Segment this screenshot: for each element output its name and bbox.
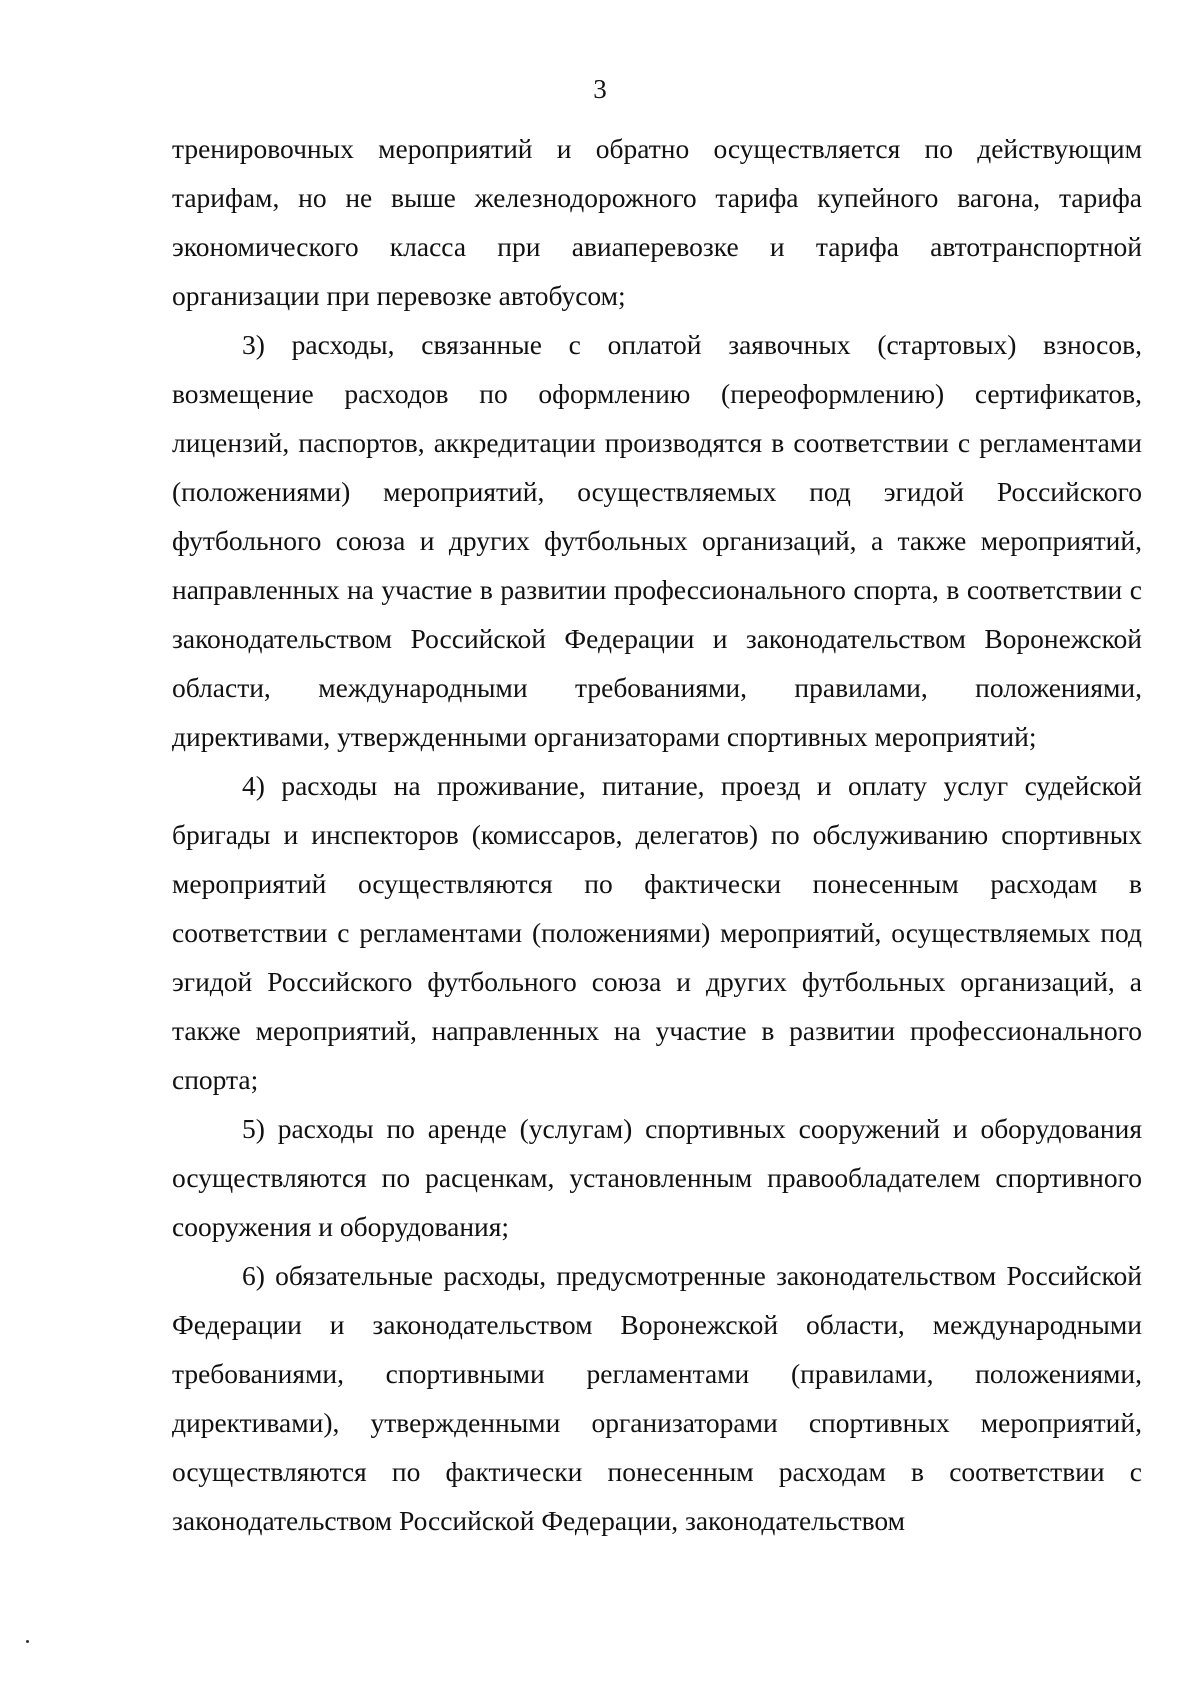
scan-artifact-dot	[26, 1640, 29, 1643]
paragraph-item-4: 4) расходы на проживание, питание, проезд и оплату услуг судейской бригады и инспекторов (комиссаров, делегатов) по обслуживанию спортивных мероприятий осуществляются по фактически понесенным расходам в соответствии с регламентами (положениями) мероприятий, осуществляемых под эгидой Российского футбольного союза и других футбольных организаций, а также мероприятий, направленных на участие в развитии профессионального спорта;	[172, 770, 1142, 1095]
paragraph-continuation: тренировочных мероприятий и обратно осуществляется по действующим тарифам, но не выше железнодорожного тарифа купейного вагона, тарифа экономического класса при авиаперевозке и тарифа автотранспортной организации при перевозке автобусом;	[172, 133, 1142, 311]
page-number: 3	[593, 74, 607, 104]
document-body	[172, 124, 1142, 1545]
paragraph-item-3: 3) расходы, связанные с оплатой заявочных (стартовых) взносов, возмещение расходов по оформлению (переоформлению) сертификатов, лицензий, паспортов, аккредитации производятся в соответствии с регламентами (положениями) мероприятий, осуществляемых под эгидой Российского футбольного союза и других футбольных организаций, а также мероприятий, направленных на участие в развитии профессионального спорта, в соответствии с законодательством Российской Федерации и законодательством Воронежской области, международными требованиями, правилами, положениями, директивами, утвержденными организаторами спортивных мероприятий;	[172, 329, 1142, 752]
paragraph-item-6: 6) обязательные расходы, предусмотренные законодательством Российской Федерации и законодательством Воронежской области, международными требованиями, спортивными регламентами (правилами, положениями, директивами), утвержденными организаторами спортивных мероприятий, осуществляются по фактически понесенным расходам в соответствии с законодательством Российской Федерации, законодательством	[172, 1260, 1142, 1536]
paragraph-item-5: 5) расходы по аренде (услугам) спортивных сооружений и оборудования осуществляются по расценкам, установленным правообладателем спортивного сооружения и оборудования;	[172, 1113, 1142, 1242]
